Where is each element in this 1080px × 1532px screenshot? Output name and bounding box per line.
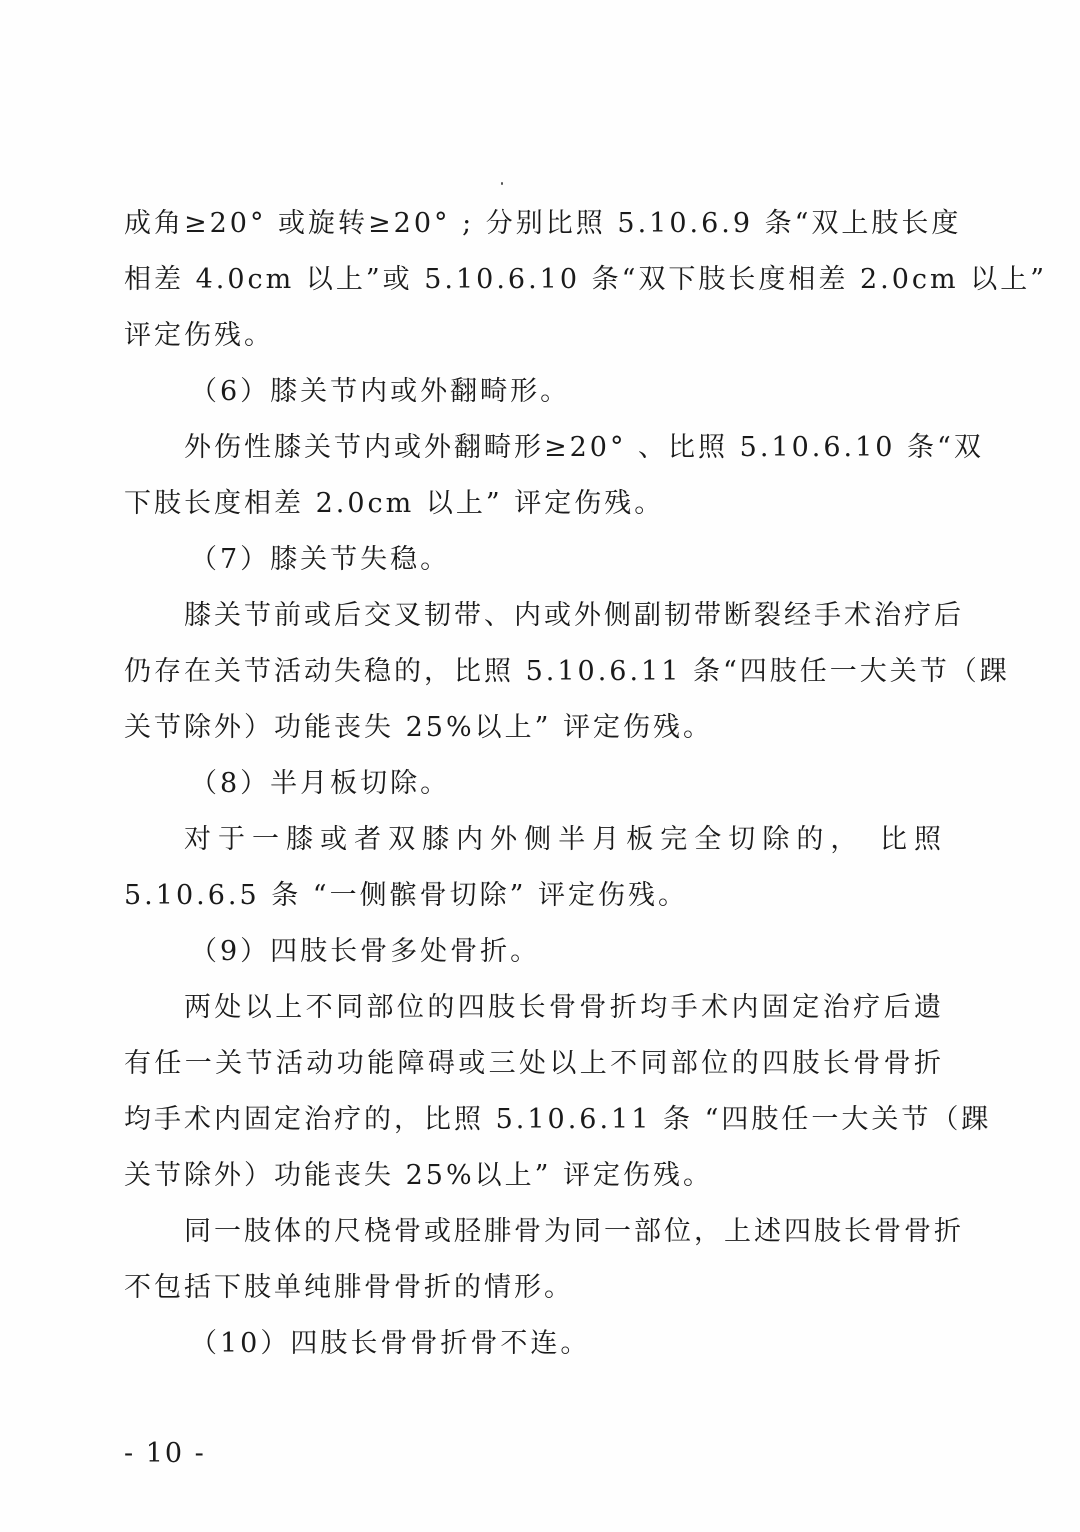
text-line: 外伤性膝关节内或外翻畸形≥20° 、比照 5.10.6.10 条“双	[184, 432, 984, 463]
text-line: 关节除外）功能丧失 25%以上” 评定伤残。	[124, 712, 713, 743]
text-line: 关节除外）功能丧失 25%以上” 评定伤残。	[124, 1160, 713, 1191]
text-line: 仍存在关节活动失稳的，比照 5.10.6.11 条“四肢任一大关节（踝	[124, 656, 1010, 687]
section-heading: （7）膝关节失稳。	[190, 544, 451, 575]
page-number: - 10 -	[124, 1438, 206, 1469]
body-text	[124, 196, 1048, 1372]
text-line: 5.10.6.5 条 “一侧髌骨切除” 评定伤残。	[124, 880, 688, 911]
text-line: 不包括下肢单纯腓骨骨折的情形。	[124, 1272, 574, 1303]
text-line: 有任一关节活动功能障碍或三处以上不同部位的四肢长骨骨折	[124, 1048, 944, 1079]
section-heading: （6）膝关节内或外翻畸形。	[190, 376, 571, 407]
section-heading: （8）半月板切除。	[190, 768, 451, 799]
text-line: 同一肢体的尺桡骨或胫腓骨为同一部位，上述四肢长骨骨折	[184, 1216, 964, 1247]
text-line: 相差 4.0cm 以上”或 5.10.6.10 条“双下肢长度相差 2.0cm 以上”	[124, 264, 1048, 295]
text-line: 对于一膝或者双膝内外侧半月板完全切除的， 比照	[184, 824, 944, 855]
text-line: 两处以上不同部位的四肢长骨骨折均手术内固定治疗后遗	[184, 992, 944, 1023]
text-line: 评定伤残。	[124, 320, 274, 351]
section-heading: （9）四肢长骨多处骨折。	[190, 936, 541, 967]
scan-speck	[501, 182, 503, 185]
section-heading: （10）四肢长骨骨折骨不连。	[190, 1328, 591, 1359]
text-line: 成角≥20° 或旋转≥20° ; 分别比照 5.10.6.9 条“双上肢长度	[124, 208, 962, 239]
text-line: 均手术内固定治疗的，比照 5.10.6.11 条 “四肢任一大关节（踝	[124, 1104, 992, 1135]
text-line: 下肢长度相差 2.0cm 以上” 评定伤残。	[124, 488, 665, 519]
text-line: 膝关节前或后交叉韧带、内或外侧副韧带断裂经手术治疗后	[184, 600, 964, 631]
